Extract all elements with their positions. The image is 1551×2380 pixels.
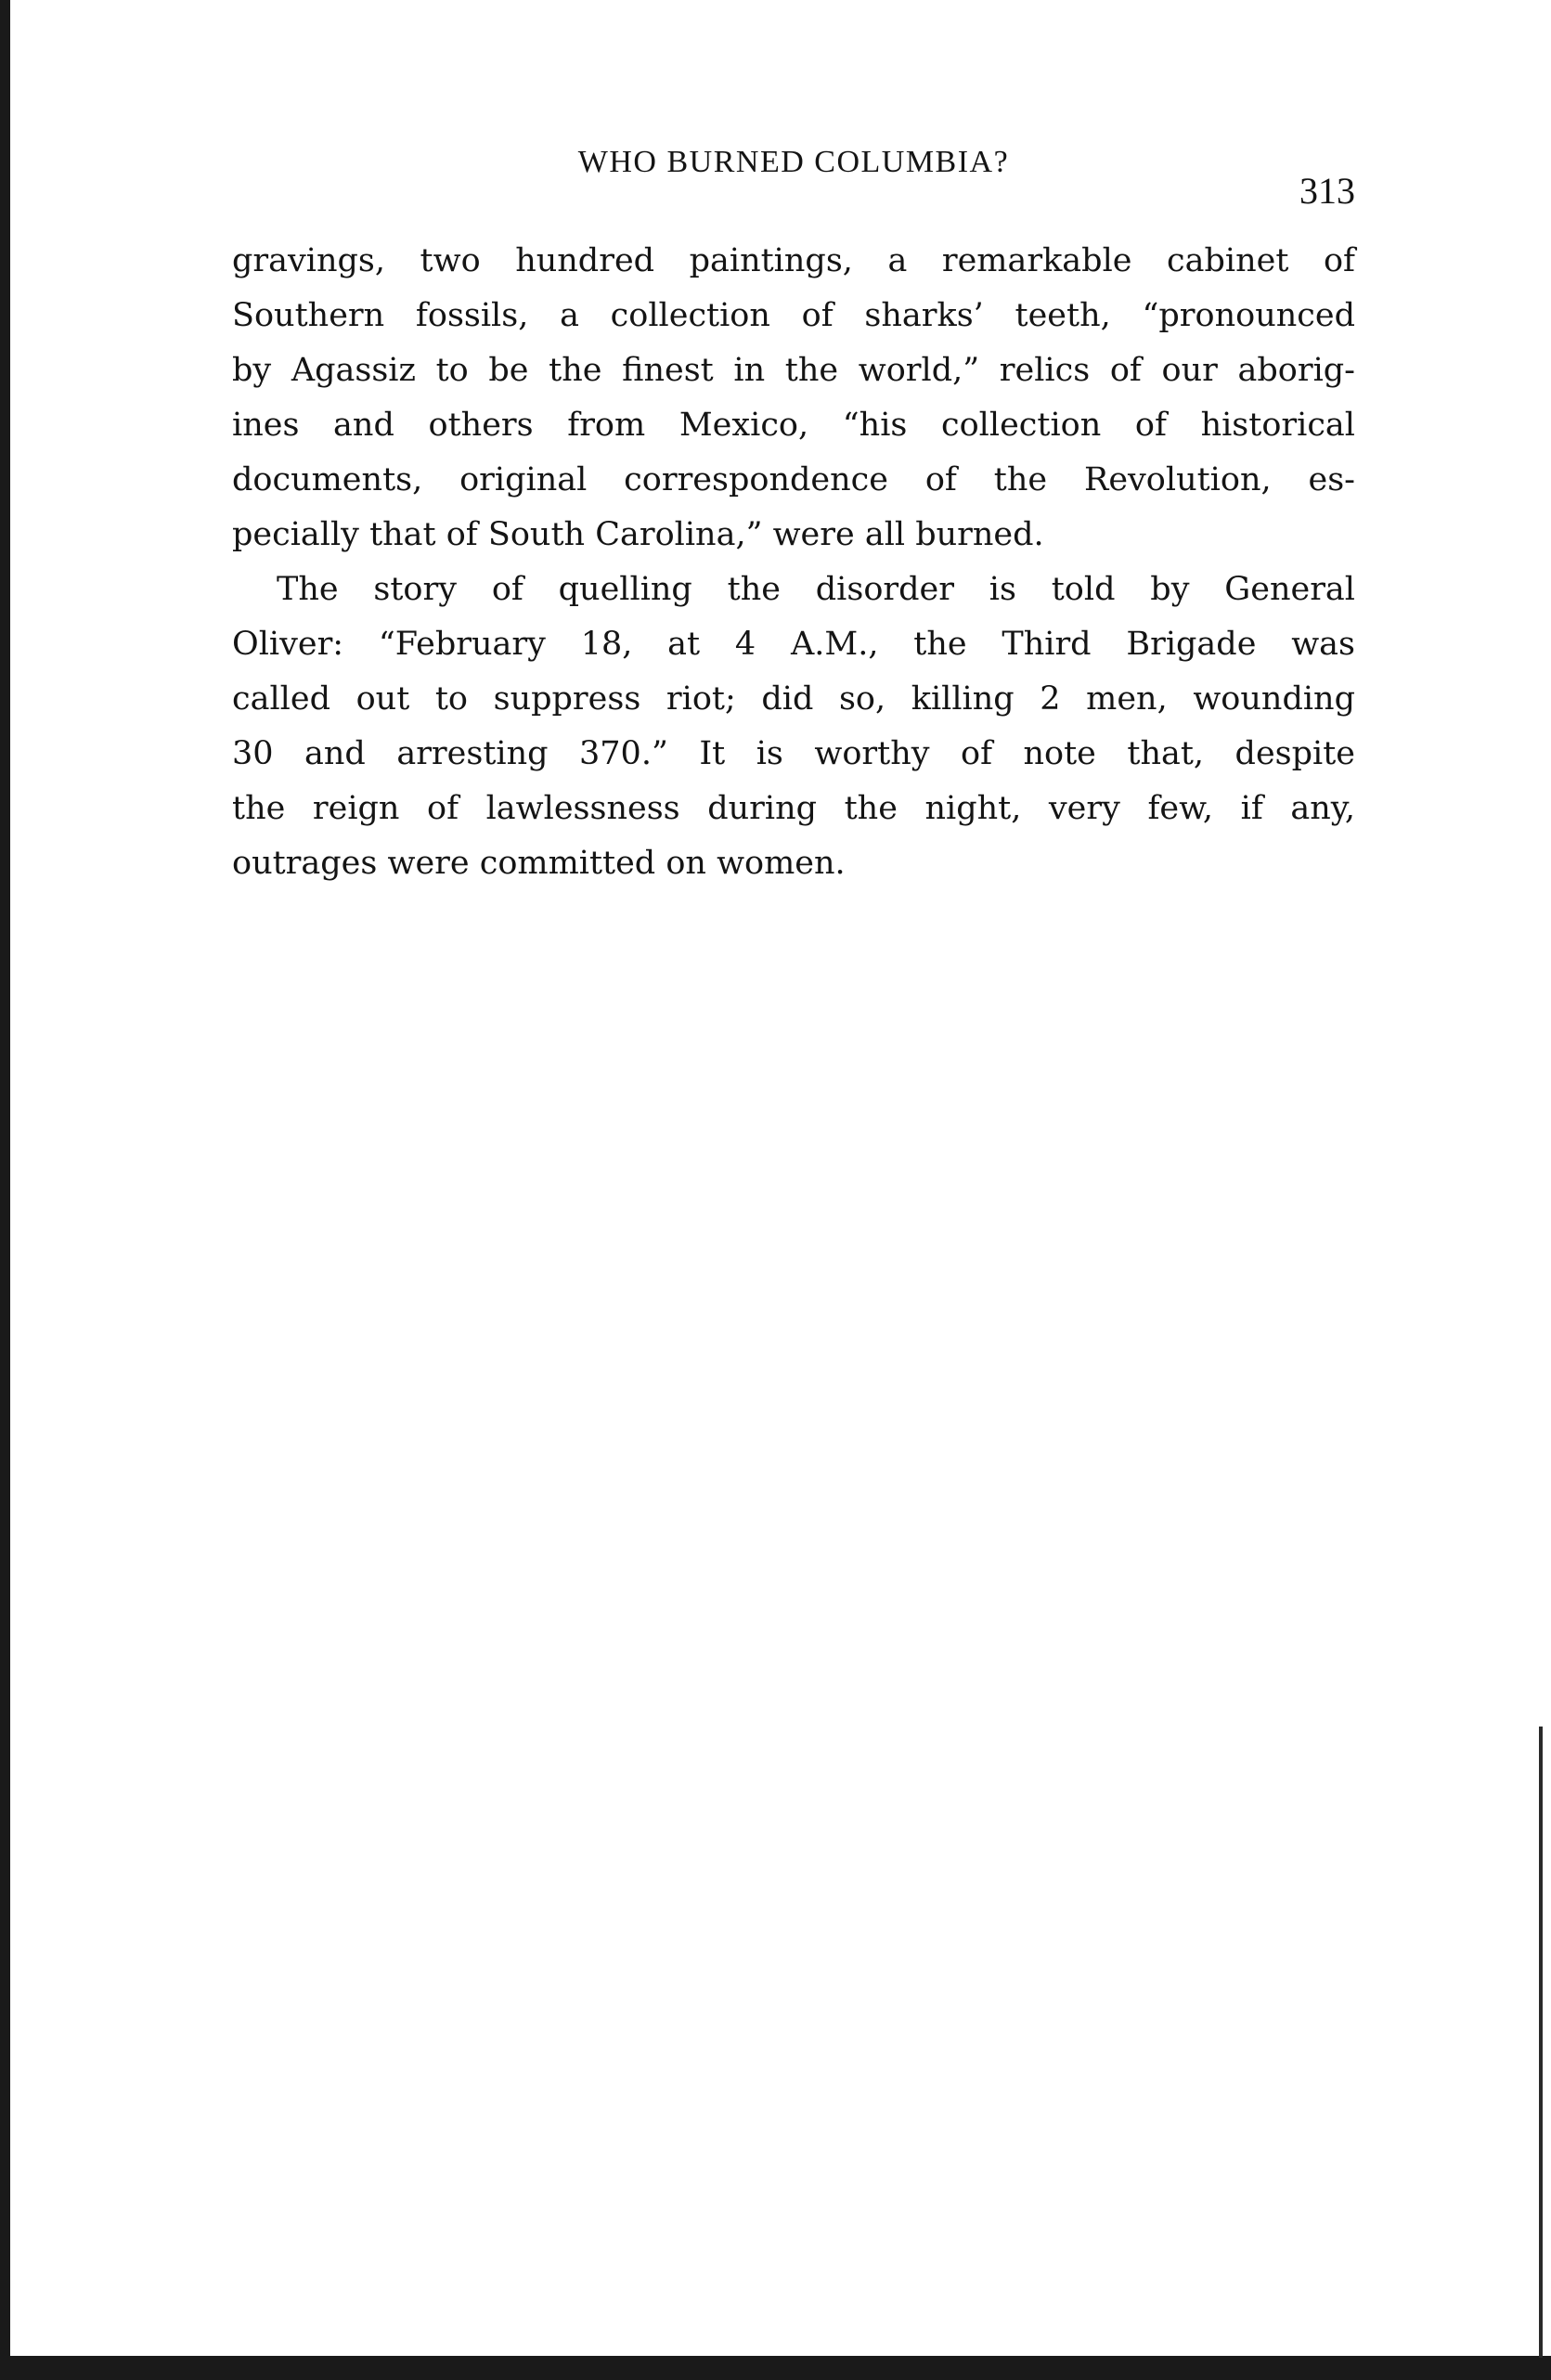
text-line: called out to suppress riot; did so, killing 2 men, wounding	[232, 680, 1355, 718]
text-line: outrages were committed on women.	[232, 845, 846, 882]
text-line: by Agassiz to be the finest in the world,” relics of our aborig-	[232, 352, 1355, 389]
scan-border-right	[1539, 1727, 1543, 2358]
text-line: Southern fossils, a collection of sharks’ teeth, “pronounced	[232, 297, 1355, 334]
text-line: ines and others from Mexico, “his collection of historical	[232, 407, 1355, 444]
text-line: 30 and arresting 370.” It is worthy of note that, despite	[232, 735, 1355, 772]
text-line: The story of quelling the disorder is told by General	[277, 571, 1355, 608]
book-page	[232, 139, 1355, 891]
text-line: gravings, two hundred paintings, a remarkable cabinet of	[232, 242, 1355, 279]
paragraph-2	[232, 563, 1355, 891]
text-line: the reign of lawlessness during the night, very few, if any,	[232, 790, 1355, 827]
scan-border-bottom	[0, 2356, 1551, 2380]
text-line: documents, original correspondence of the Revolution, es-	[232, 461, 1355, 498]
running-title: WHO BURNED COLUMBIA?	[577, 145, 1010, 179]
scan-border-left	[0, 0, 10, 2380]
body-text	[232, 234, 1355, 891]
paragraph-1	[232, 234, 1355, 563]
text-line: Oliver: “February 18, at 4 A.M., the Third Brigade was	[232, 626, 1355, 663]
page-number: 313	[1299, 170, 1355, 212]
running-head	[232, 139, 1355, 213]
text-line: pecially that of South Carolina,” were all burned.	[232, 516, 1044, 553]
